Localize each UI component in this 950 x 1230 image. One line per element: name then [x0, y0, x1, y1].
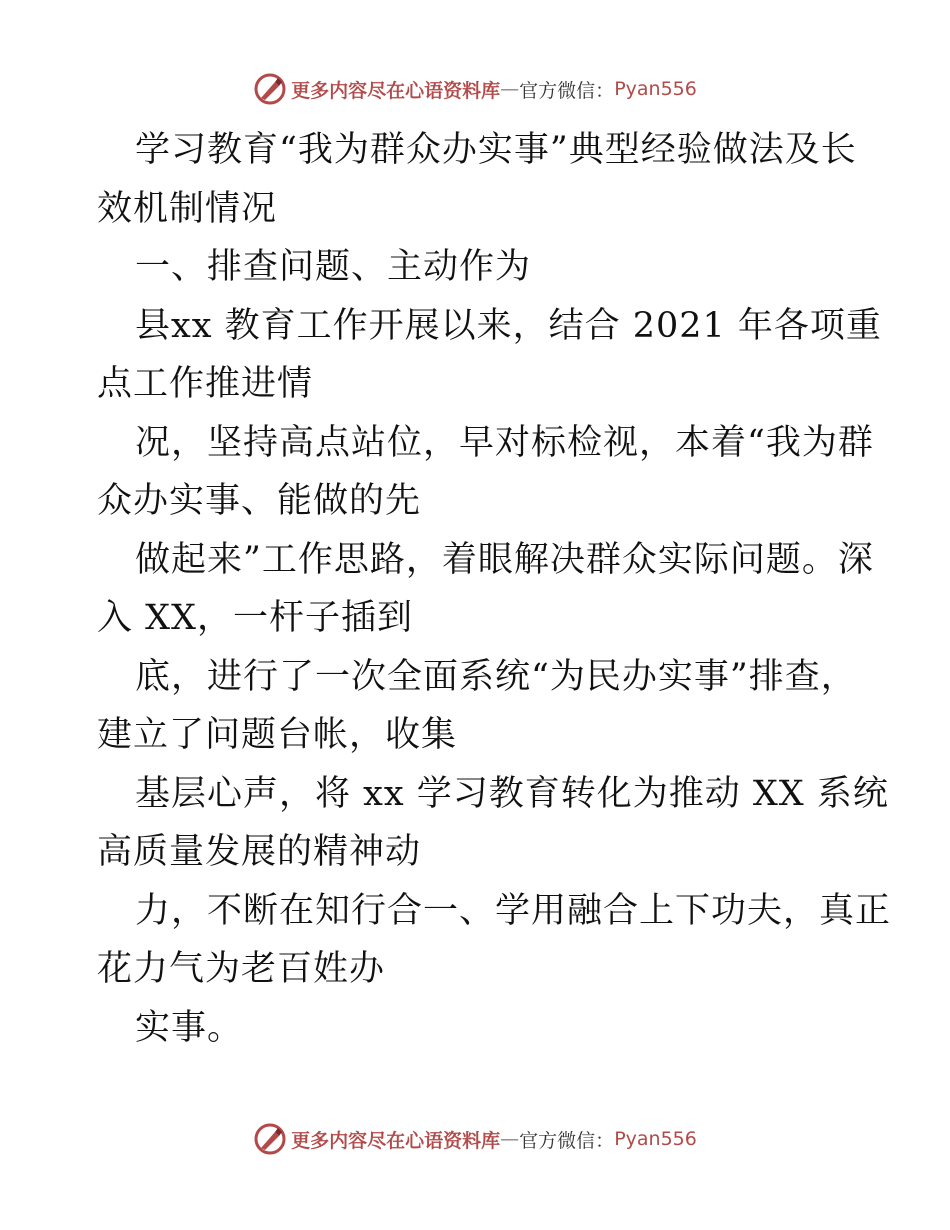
paragraph-line: 高质量发展的精神动: [97, 832, 422, 872]
header-banner: [0, 72, 950, 106]
section-heading: 一、排查问题、主动作为: [135, 247, 532, 287]
banner-wechat-label: 官方微信：: [519, 79, 615, 102]
document-title-line-2: 效机制情况: [97, 188, 278, 229]
banner-main-text: 更多内容尽在心语资料库: [291, 1129, 501, 1152]
banner-separator: —: [500, 78, 520, 100]
paragraph-line: 底，进行了一次全面系统“为民办实事”排查，: [135, 656, 857, 697]
banner-wechat-label: 官方微信：: [519, 1129, 615, 1152]
paragraph-line: 建立了问题台帐，收集: [97, 715, 458, 755]
paragraph-line: 县xx 教育工作开展以来，结合 2021 年各项重: [135, 305, 882, 346]
paragraph-line: 入 XX，一杆子插到: [97, 598, 413, 638]
paragraph-line: 点工作推进情: [97, 364, 314, 404]
footer-banner: [0, 1122, 950, 1156]
paragraph-line: 力，不断在知行合一、学用融合上下功夫，真正: [135, 890, 892, 931]
banner-separator: —: [500, 1128, 520, 1150]
banner-main-text: 更多内容尽在心语资料库: [291, 79, 501, 102]
banner-wechat-id: Pyan556: [614, 78, 697, 100]
paragraph-line: 花力气为老百姓办: [97, 949, 386, 989]
paragraph-line: 实事。: [135, 1007, 244, 1048]
document-title-line-1: 学习教育“我为群众办实事”典型经验做法及长: [135, 130, 857, 170]
paragraph-line: 基层心声，将 xx 学习教育转化为推动 XX 系统: [135, 773, 889, 814]
seal-pen-logo-icon: [253, 72, 287, 106]
paragraph-line: 况，坚持高点站位，早对标检视，本着“我为群: [135, 422, 874, 463]
paragraph-line: 众办实事、能做的先: [97, 481, 422, 521]
document-body: [97, 121, 892, 1057]
seal-pen-logo-icon: [253, 1122, 287, 1156]
paragraph-line: 做起来”工作思路，着眼解决群众实际问题。深: [135, 539, 874, 580]
banner-wechat-id: Pyan556: [614, 1128, 697, 1150]
